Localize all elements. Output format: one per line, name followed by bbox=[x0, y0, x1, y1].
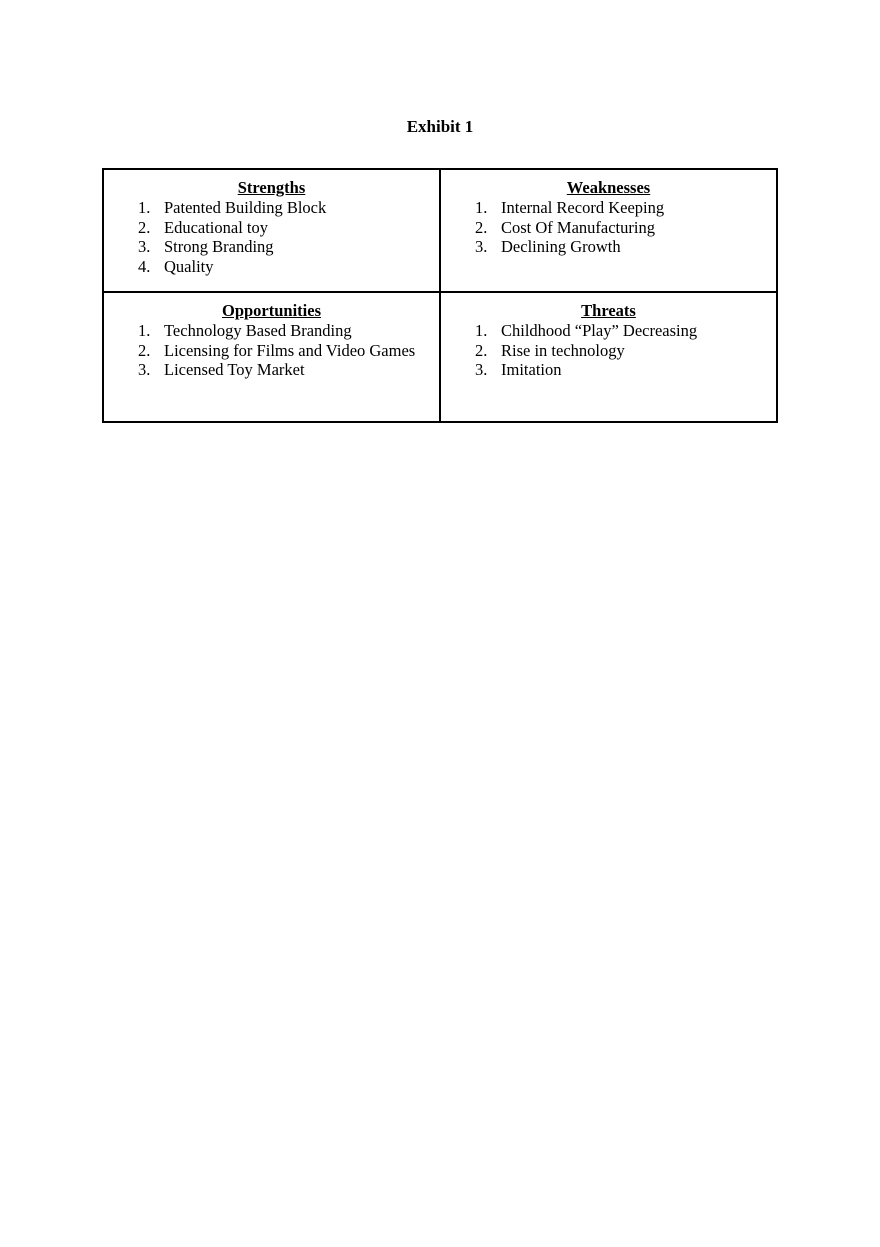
item-number: 3. bbox=[138, 237, 151, 256]
list-item bbox=[441, 237, 776, 257]
list-item bbox=[104, 360, 439, 380]
list-item bbox=[441, 341, 776, 361]
item-text: Licensing for Films and Video Games bbox=[164, 340, 416, 360]
item-number: 1. bbox=[138, 198, 151, 217]
item-number: 2. bbox=[138, 340, 151, 360]
item-text: Childhood “Play” Decreasing bbox=[501, 321, 698, 340]
item-number: 2. bbox=[475, 217, 488, 237]
item-number: 1. bbox=[475, 321, 488, 340]
item-text: Strong Branding bbox=[164, 237, 274, 256]
item-text: Rise in technology bbox=[501, 340, 625, 360]
strengths-quadrant bbox=[104, 170, 441, 293]
swot-table bbox=[102, 168, 778, 423]
item-text: Patented Building Block bbox=[164, 198, 327, 217]
list-item bbox=[104, 257, 439, 277]
threats-heading: Threats bbox=[581, 301, 636, 320]
list-item bbox=[104, 341, 439, 361]
list-item bbox=[104, 198, 439, 218]
strengths-heading: Strengths bbox=[237, 178, 306, 197]
strengths-list bbox=[104, 198, 439, 276]
item-text: Internal Record Keeping bbox=[501, 198, 665, 217]
item-text: Declining Growth bbox=[501, 237, 621, 256]
item-number: 4. bbox=[138, 256, 151, 276]
list-item bbox=[441, 218, 776, 238]
opportunities-heading: Opportunities bbox=[221, 301, 322, 320]
item-number: 2. bbox=[475, 340, 488, 360]
item-number: 1. bbox=[475, 198, 488, 217]
item-number: 3. bbox=[475, 237, 488, 256]
list-item bbox=[441, 321, 776, 341]
item-number: 3. bbox=[138, 360, 151, 379]
list-item bbox=[104, 218, 439, 238]
opportunities-list bbox=[104, 321, 439, 380]
opportunities-quadrant bbox=[104, 293, 441, 421]
item-text: Educational toy bbox=[164, 217, 269, 237]
item-number: 2. bbox=[138, 217, 151, 237]
list-item bbox=[441, 360, 776, 380]
item-text: Cost Of Manufacturing bbox=[501, 217, 655, 237]
list-item bbox=[104, 321, 439, 341]
exhibit-title: Exhibit 1 bbox=[406, 117, 474, 136]
item-text: Quality bbox=[164, 256, 214, 276]
weaknesses-quadrant bbox=[441, 170, 776, 293]
threats-quadrant bbox=[441, 293, 776, 421]
item-text: Technology Based Branding bbox=[164, 321, 352, 340]
list-item bbox=[441, 198, 776, 218]
list-item bbox=[104, 237, 439, 257]
threats-list bbox=[441, 321, 776, 380]
weaknesses-heading: Weaknesses bbox=[566, 178, 651, 197]
item-number: 3. bbox=[475, 360, 488, 379]
item-text: Imitation bbox=[501, 360, 562, 379]
item-number: 1. bbox=[138, 321, 151, 340]
weaknesses-list bbox=[441, 198, 776, 257]
item-text: Licensed Toy Market bbox=[164, 360, 305, 379]
